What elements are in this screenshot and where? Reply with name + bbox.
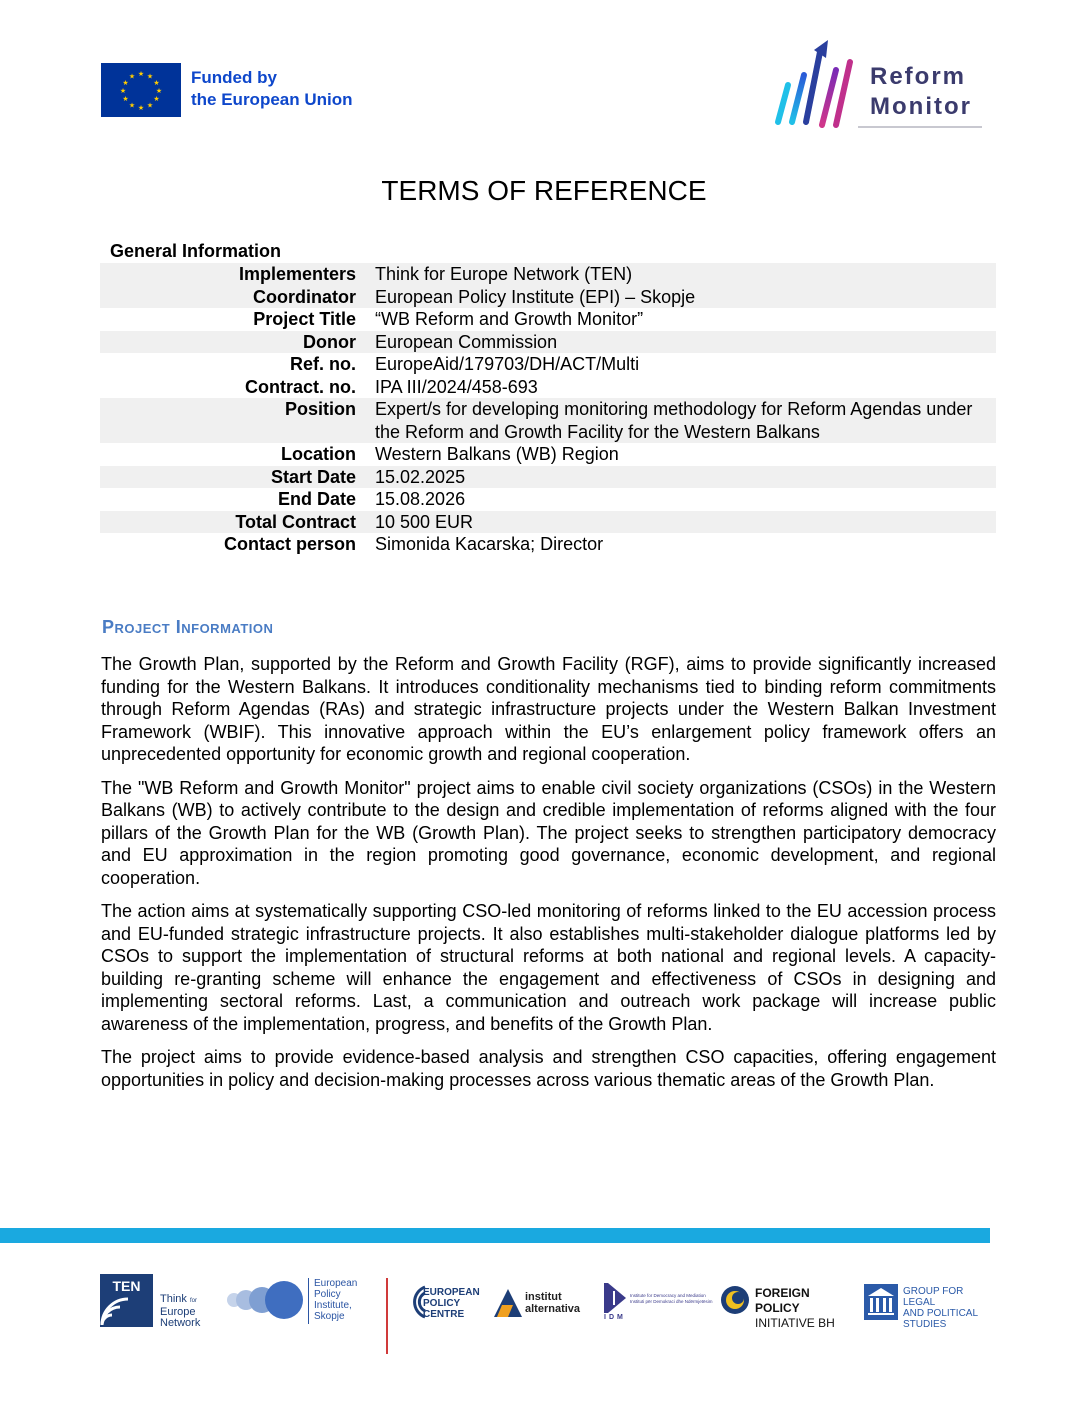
reform-monitor-logo [770,40,990,135]
ten-line1-sup: for [189,1298,197,1304]
fpi-line1: FOREIGN POLICY [755,1286,810,1315]
info-row [100,286,996,309]
ia-logo-text [525,1291,580,1315]
info-label: Donor [303,331,356,352]
idm-line1: Institute for Democracy and Mediation [630,1293,706,1298]
epi-logo [224,1278,364,1328]
ten-line1-word: Think [160,1293,187,1305]
reform-monitor-stripes-icon [770,40,865,135]
glps-line3: STUDIES [903,1319,947,1330]
info-value: EuropeAid/179703/DH/ACT/Multi [375,354,640,374]
reform-monitor-line1: Reform [870,63,967,90]
glps-logo [864,1284,994,1330]
epi-divider [308,1278,309,1324]
project-information-body [101,653,996,1102]
info-value: Expert/s for developing monitoring methodology for Reform Agendas under the Reform and Growth Facility for the Western Balkans [375,399,973,442]
svg-text:★: ★ [153,79,160,87]
paragraph: The "WB Reform and Growth Monitor" project aims to enable civil society organizations (CSOs) in the Western Balkans (WB) to actively contribute to the design and credible implementation of reforms aligned with the four pillars of the Growth Plan for the WB (Growth Plan). The project seeks to strengthen participatory democracy and EU approximation in the region promoting good governance, economic development, and regional cooperation. [101,777,996,888]
info-label: Total Contract [235,511,356,532]
svg-text:★: ★ [137,70,145,78]
info-value: European Policy Institute (EPI) – Skopje [375,286,696,307]
svg-text:★: ★ [128,101,136,110]
info-label: Contact person [223,534,356,554]
eu-logo-line1: Funded by [191,68,277,87]
epi-line2: Policy [314,1289,341,1300]
section-heading-project-information: Project Information [102,617,274,637]
svg-text:★: ★ [155,87,163,95]
info-label: Location [281,444,356,464]
institut-alternativa-logo [493,1287,588,1321]
paragraph: The action aims at systematically supporting CSO-led monitoring of reforms linked to the EU accession process and EU-funded strategic infrastructure projects. It also establishes multi-stakeholder dialogue platforms led by CSOs to support the implementation of structural reforms at both national and regional levels. A capacity-building re-granting scheme will enhance the engagement and effectiveness of CSOs in designing and implementing sectoral reforms. Last, a communication and outreach work package will increase public awareness of the implementation, progress, and benefits of the Growth Plan. [101,901,996,1034]
svg-text:★: ★ [128,72,136,81]
info-value: IPA III/2024/458-693 [375,376,538,397]
info-label: End Date [277,489,356,509]
info-row [100,488,996,511]
ia-line2: alternativa [525,1303,581,1315]
epc-line2: POLICY [423,1298,461,1309]
paragraph: The Growth Plan, supported by the Reform and Growth Facility (RGF), aims to provide significantly increased funding for the Western Balkans. It introduces conditionality mechanisms tied to binding reform commitments through Reform Agendas (RAs) and strategic infrastructure projects under the Western Balkan Investment Framework (WBIF). This innovative approach within the EU’s enlargement policy framework offers an unprecedented opportunity for economic growth and regional cooperation. [101,654,996,764]
general-info-table [100,240,996,556]
epi-line3: Institute, [314,1300,352,1311]
reform-monitor-text [870,62,972,122]
eu-logo-line2: the European Union [191,90,353,109]
epi-circles-icon [224,1278,306,1322]
fpi-circle-icon [720,1285,750,1315]
info-row [100,511,996,534]
info-row [100,533,996,556]
idm-abbr: IDM [604,1314,626,1321]
ten-abbr: TEN [112,1278,141,1294]
svg-text:★: ★ [122,95,129,103]
svg-text:★: ★ [146,101,154,110]
info-label: Coordinator [253,286,356,307]
glps-line1: GROUP FOR LEGAL [903,1286,964,1308]
epi-logo-text [314,1278,357,1322]
page-title: TERMS OF REFERENCE [381,175,707,206]
svg-text:★: ★ [122,79,129,87]
eu-flag-icon [101,63,181,117]
svg-text:★: ★ [137,104,145,112]
ten-logo-mark [100,1274,153,1327]
info-value: Simonida Kacarska; Director [375,534,604,554]
reform-monitor-line2: Monitor [870,93,972,120]
info-row [100,308,996,331]
foreign-policy-initiative-logo [720,1285,855,1330]
info-row [100,263,996,286]
ten-line2: Europe [160,1306,196,1318]
info-label: Ref. no. [290,354,356,374]
ia-line1: institut [525,1291,562,1303]
logo-underline [858,126,982,128]
info-value: Think for Europe Network (TEN) [375,264,633,284]
info-value: 15.02.2025 [375,466,466,487]
glps-building-icon [864,1284,898,1320]
info-label: Contract. no. [245,376,356,397]
info-row [100,443,996,466]
epi-line1: European [314,1278,358,1289]
ia-triangle-icon [493,1287,523,1319]
info-value: “WB Reform and Growth Monitor” [375,309,644,329]
info-row [100,466,996,489]
idm-logo [604,1283,713,1325]
general-info-heading: General Information [110,241,282,261]
info-value: 15.08.2026 [375,489,466,509]
info-label: Implementers [238,264,356,284]
svg-text:★: ★ [146,72,154,81]
svg-text:★: ★ [119,87,127,95]
fpi-logo-text [755,1286,855,1331]
info-label: Start Date [270,466,356,487]
idm-mark-icon [604,1283,626,1313]
fpi-line2: INITIATIVE BH [755,1316,835,1330]
info-row [100,376,996,399]
ten-logo [100,1274,200,1330]
ten-line3: Network [160,1317,201,1329]
info-label: Project Title [253,309,356,329]
info-row [100,331,996,354]
eu-logo-text [191,67,353,111]
footer-divider-bar [0,1228,990,1243]
epc-line1: EUROPEAN [423,1287,480,1298]
info-row [100,398,996,443]
ten-logo-text [160,1294,200,1329]
svg-text:★: ★ [153,95,160,103]
glps-logo-text [903,1286,994,1330]
ten-waves-icon [100,1297,153,1327]
epc-logo-text [423,1287,480,1320]
idm-logo-text [630,1293,713,1305]
footer-red-divider [386,1278,388,1354]
epc-logo [405,1284,480,1324]
epc-line3: CENTRE [423,1309,465,1320]
epi-line4: Skopje [314,1311,345,1322]
paragraph: The project aims to provide evidence-based analysis and strengthen CSO capacities, offering engagement opportunities in policy and decision-making processes across various thematic areas of the Growth Plan. [101,1047,996,1090]
eu-funded-logo [101,63,371,119]
glps-line2: AND POLITICAL [903,1308,979,1319]
idm-line2: Instituti për Demokraci dhe Ndërmjetësim [630,1299,713,1304]
info-value: European Commission [375,331,558,352]
info-row [100,353,996,376]
info-value: Western Balkans (WB) Region [375,444,619,464]
info-value: 10 500 EUR [375,511,474,532]
info-label: Position [285,399,356,419]
